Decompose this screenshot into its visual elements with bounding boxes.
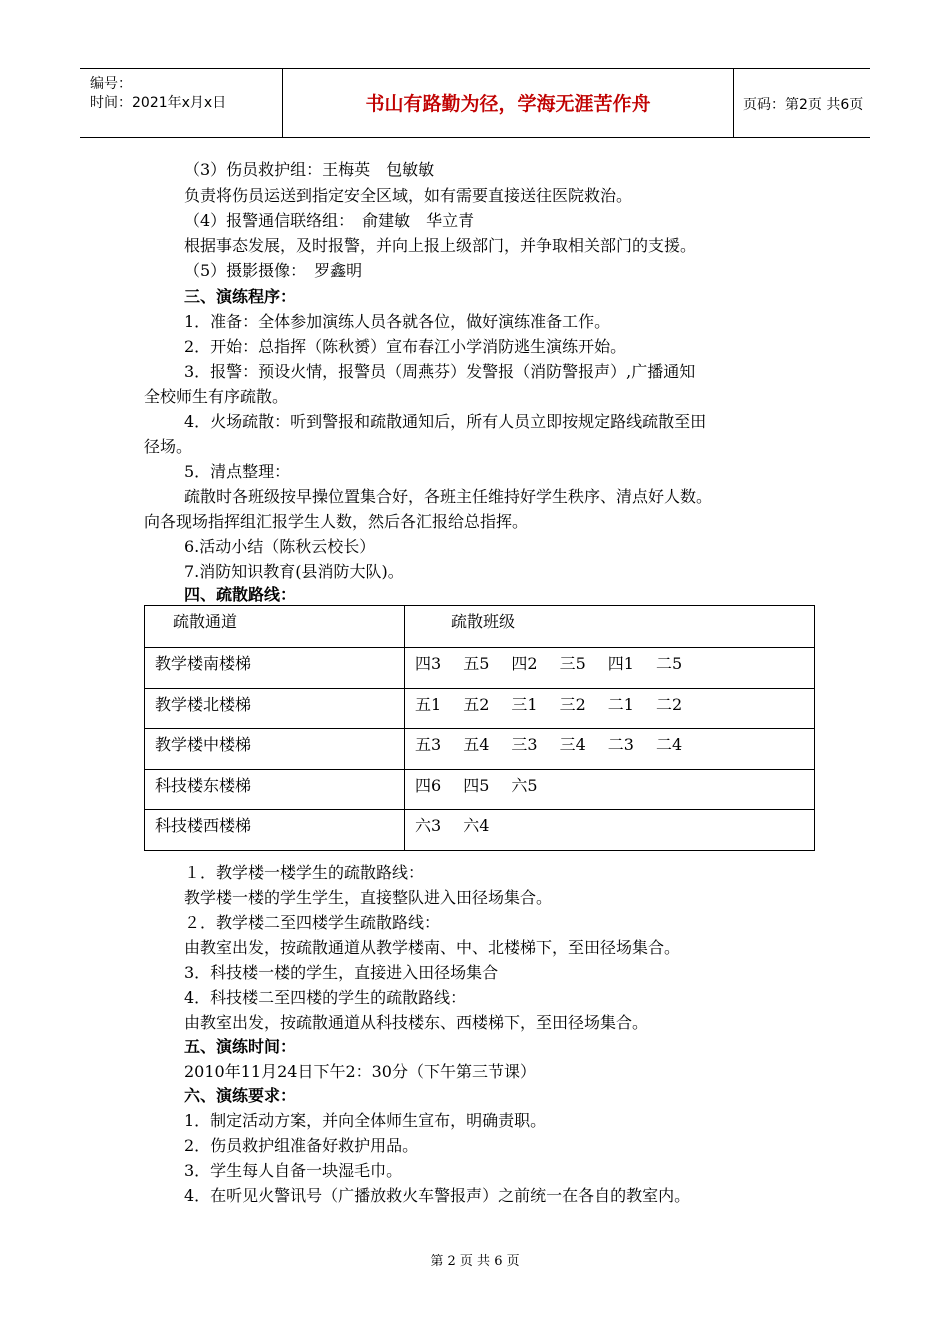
header-page-cell [733,69,870,137]
class-label: 三5 [559,654,586,673]
text-line: 4．在听见火警讯号（广播放救火车警报声）之前统一在各自的教室内。 [184,1186,691,1205]
class-label: 五4 [463,735,490,754]
text-line: 4．火场疏散：听到警报和疏散通知后，所有人员立即按规定路线疏散至田 [184,412,707,431]
class-label: 二3 [607,735,634,754]
page-footer: 第 2 页 共 6 页 [430,1254,520,1269]
table-cell-classes [405,769,815,810]
time-label: 时间：2021年x月x日 [90,95,227,111]
class-label: 四3 [415,654,442,673]
table-cell-classes [405,810,815,851]
class-label: 二5 [655,654,683,673]
page-header [80,68,870,138]
number-label: 编号： [90,76,132,92]
class-label: 五3 [415,735,442,754]
text-line: 2．伤员救护组准备好救护用品。 [184,1136,419,1155]
class-label: 二4 [655,735,683,754]
text-line: 由教室出发，按疏散通道从教学楼南、中、北楼梯下，至田径场集合。 [184,938,681,957]
section-heading: 四、疏散路线： [184,585,297,604]
evacuation-route-table [144,605,815,851]
header-page-info: 页码：第2页 共6页 [743,97,864,113]
header-motto: 书山有路勤为径，学海无涯苦作舟 [365,93,651,115]
text-line: （5）摄影摄像： 罗鑫明 [184,261,363,280]
text-line: 4．科技楼二至四楼的学生的疏散路线： [184,988,467,1007]
class-label: 六3 [415,816,442,835]
table-row [145,729,815,770]
text-line: 2．开始：总指挥（陈秋赟）宣布春江小学消防逃生演练开始。 [184,337,627,356]
class-label: 二2 [655,694,683,714]
table-cell-channel: 教学楼南楼梯 [145,648,405,689]
header-motto-cell [282,69,734,137]
text-line: 全校师生有序疏散。 [144,387,289,406]
class-label: 三2 [559,694,586,714]
text-line: 负责将伤员运送到指定安全区域，如有需要直接送往医院救治。 [184,186,633,205]
section-heading: 六、演练要求： [184,1086,297,1105]
table-row [145,648,815,689]
text-line: （3）伤员救护组：王梅英 包敏敏 [184,160,435,179]
text-line: （4）报警通信联络组： 俞建敏 华立青 [184,211,475,230]
text-line: 3．报警：预设火情，报警员（周燕芬）发警报（消防警报声）,广播通知 [184,362,696,381]
class-label: 四5 [463,775,490,795]
text-line: 由教室出发，按疏散通道从科技楼东、西楼梯下，至田径场集合。 [184,1013,649,1032]
table-row [145,769,815,810]
header-left-cell [80,69,282,137]
table-cell-channel: 教学楼中楼梯 [145,729,405,770]
table-cell-channel: 科技楼西楼梯 [145,810,405,851]
text-line: 向各现场指挥组汇报学生人数，然后各汇报给总指挥。 [144,512,529,531]
text-line: 疏散时各班级按早操位置集合好，各班主任维持好学生秩序、清点好人数。 [184,487,713,506]
text-line: 5．清点整理： [184,462,291,481]
table-cell-classes [405,688,815,729]
class-label: 五5 [463,654,490,673]
table-header-cell: 疏散班级 [405,606,815,648]
class-label: 四1 [607,654,634,673]
text-line: 径场。 [144,437,193,456]
text-line: 6.活动小结（陈秋云校长） [184,537,376,556]
text-line: 1．准备：全体参加演练人员各就各位，做好演练准备工作。 [184,312,611,331]
class-label: 三3 [511,735,538,754]
table-row [145,810,815,851]
text-line: 3．科技楼一楼的学生，直接进入田径场集合 [184,963,499,982]
text-line: 7.消防知识教育(县消防大队)。 [184,562,404,581]
table-cell-classes [405,729,815,770]
table-header-cell: 疏散通道 [145,606,405,648]
table-cell-classes [405,648,815,689]
text-line: 3．学生每人自备一块湿毛巾。 [184,1161,403,1180]
section-heading: 三、演练程序： [184,287,297,306]
class-label: 六5 [511,775,538,795]
class-label: 二1 [607,694,634,714]
table-cell-channel: 教学楼北楼梯 [145,688,405,729]
class-label: 四6 [415,775,442,795]
class-label: 三4 [559,735,586,754]
table-header-row [145,606,815,648]
class-label: 六4 [463,816,490,835]
class-label: 四2 [511,654,538,673]
class-label: 五1 [415,694,442,714]
text-line: 1．制定活动方案，并向全体师生宣布，明确责职。 [184,1111,547,1130]
table-cell-channel: 科技楼东楼梯 [145,769,405,810]
class-label: 五2 [463,694,490,714]
text-line: 根据事态发展，及时报警，并向上报上级部门，并争取相关部门的支援。 [184,236,697,255]
section-heading: 五、演练时间： [184,1037,297,1056]
text-line: １．教学楼一楼学生的疏散路线： [184,863,425,882]
text-line: 教学楼一楼的学生学生，直接整队进入田径场集合。 [184,888,553,907]
table-row [145,688,815,729]
class-label: 三1 [511,694,538,714]
text-line: ２．教学楼二至四楼学生疏散路线： [184,913,441,932]
text-line: 2010年11月24日下午2：30分（下午第三节课） [184,1062,536,1081]
